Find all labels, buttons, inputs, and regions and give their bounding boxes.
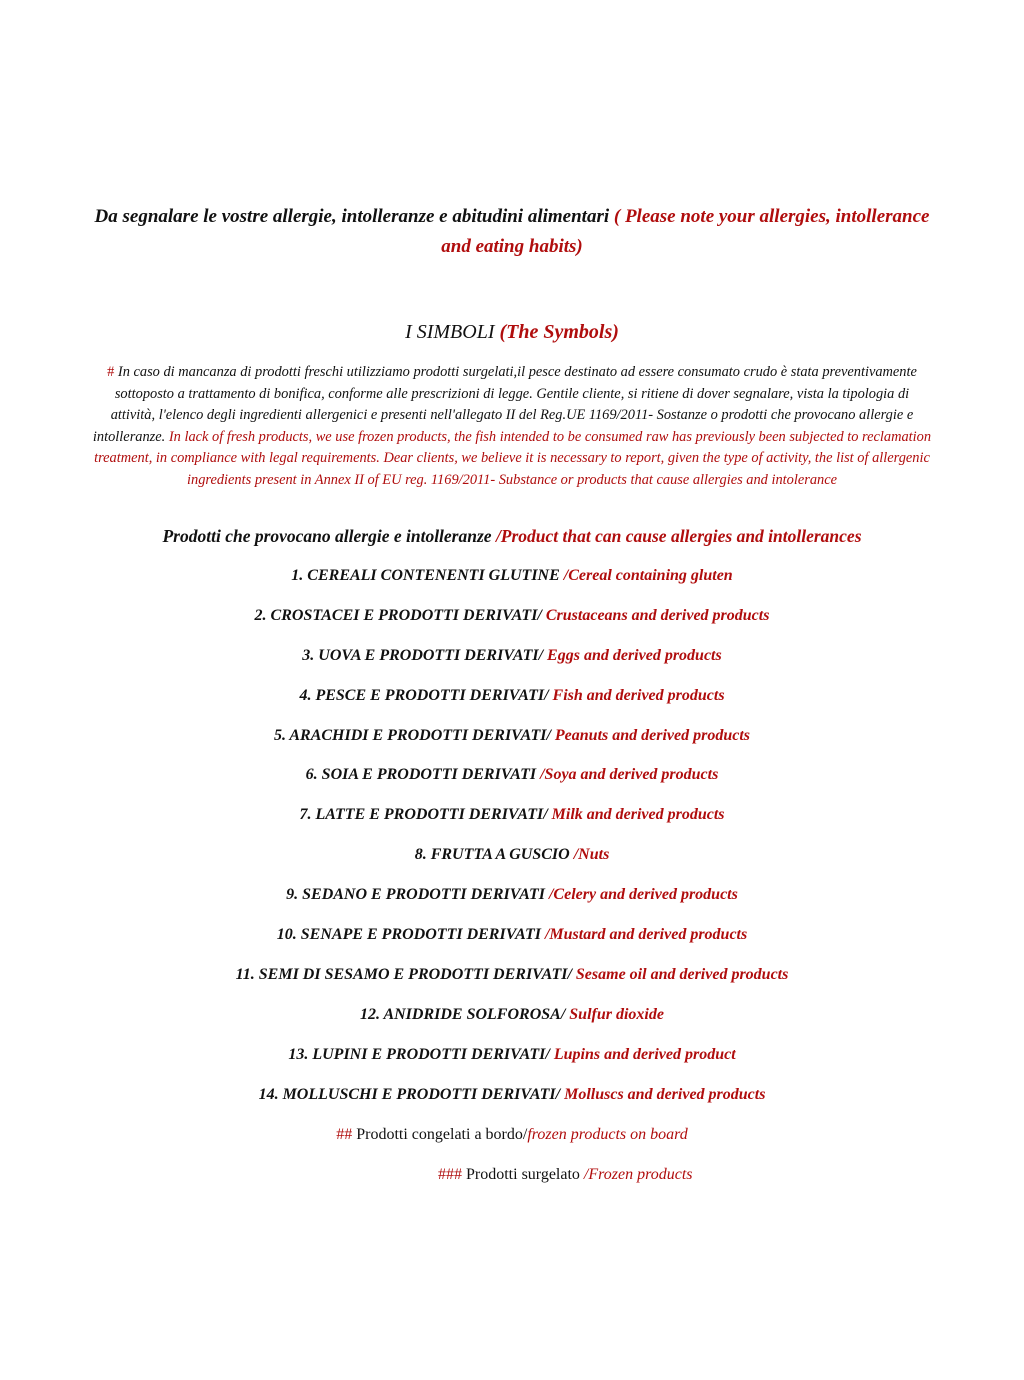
frozen-products-disclaimer [92,362,932,491]
symbols-title [0,318,1024,346]
allergen-italian: 8. FRUTTA A GUSCIO [414,846,570,864]
allergen-item [0,962,1024,1002]
allergen-english: Lupins and derived product [553,1045,736,1063]
allergen-english: Sulfur dioxide [569,1005,664,1023]
allergen-item [0,643,1024,683]
footnote-mark: ## [336,1126,353,1143]
allergens-heading-english: /Product that can cause allergies and intollerances [495,526,862,546]
footnote-italian: Prodotti surgelato [466,1166,580,1183]
allergens-heading [0,523,1024,549]
allergen-english: Fish and derived products [552,686,725,704]
symbols-title-english: (The Symbols) [499,321,619,343]
allergen-italian: 14. MOLLUSCHI E PRODOTTI DERIVATI/ [258,1085,561,1103]
allergen-item [0,802,1024,842]
footnote-italian: Prodotti congelati a bordo/ [356,1126,528,1143]
allergen-italian: 11. SEMI DI SESAMO E PRODOTTI DERIVATI/ [235,965,572,983]
allergen-english: /Cereal containing gluten [563,567,733,584]
allergen-italian: 4. PESCE E PRODOTTI DERIVATI/ [299,686,549,704]
allergen-item [0,723,1024,763]
allergen-italian: 13. LUPINI E PRODOTTI DERIVATI/ [288,1045,550,1063]
allergen-italian: 10. SENAPE E PRODOTTI DERIVATI [276,926,541,944]
allergen-english: /Celery and derived products [548,886,738,904]
allergen-item [0,882,1024,922]
allergen-item [0,1002,1024,1042]
disclaimer-english: In lack of fresh products, we use frozen products, the fish intended to be consumed raw has previously been subjected to reclamation treatment, in compliance with legal requirements. Dear clients, we believe it is necessary to report, given the type of activity, the list of allergenic ingredients present in Annex II of EU reg. 1169/2011- Substance or products that cause allergies and intolerance [94,428,932,488]
disclaimer-mark: # [107,364,115,380]
allergen-item [0,1042,1024,1082]
allergen-english: Eggs and derived products [547,646,722,664]
allergen-english: /Soya and derived products [540,766,719,784]
allergen-italian: 1. CEREALI CONTENENTI GLUTINE [291,567,560,584]
allergen-item [0,1082,1024,1122]
allergen-english: Milk and derived products [551,806,725,824]
allergen-item [0,563,1024,603]
allergen-italian: 12. ANIDRIDE SOLFOROSA/ [360,1005,566,1023]
allergen-english: Peanuts and derived products [554,726,751,744]
allergen-english: Molluscs and derived products [564,1085,766,1103]
footnote-frozen-on-board [0,1122,1024,1148]
allergen-item [0,922,1024,962]
footnote-mark: ### [438,1166,462,1183]
allergen-list [0,563,1024,1121]
symbols-title-italian: I SIMBOLI [405,321,495,343]
allergen-italian: 6. SOIA E PRODOTTI DERIVATI [305,766,537,784]
allergen-italian: 9. SEDANO E PRODOTTI DERIVATI [286,886,545,904]
allergen-item [0,603,1024,643]
allergens-heading-italian: Prodotti che provocano allergie e intolleranze [162,526,492,546]
allergy-notice-italian: Da segnalare le vostre allergie, intolleranze e abitudini alimentari [94,206,610,227]
allergy-notice-english: ( Please note your allergies, intollerance and eating habits) [441,206,930,257]
allergen-italian: 7. LATTE E PRODOTTI DERIVATI/ [299,806,548,824]
allergen-english: Crustaceans and derived products [545,606,770,624]
allergen-english: /Mustard and derived products [544,926,748,944]
disclaimer-italian: In caso di mancanza di prodotti freschi utilizziamo prodotti surgelati,il pesce destinato ad essere consumato crudo è stata preventivamente sottoposto a trattamento di bonifica, conforme alle prescrizioni di legge. Gentile cliente, si ritiene di dover segnalare, vista la tipologia di attività, l'elenco degli ingredienti allergenici e presenti nell'allegato II del Reg.UE 1169/2011- Sostanze o prodotti che provocano allergie e intolleranze. [92,364,917,445]
allergen-italian: 3. UOVA E PRODOTTI DERIVATI/ [302,646,544,664]
allergen-item [0,842,1024,882]
allergy-notice [80,202,944,262]
footnote-english: /Frozen products [583,1166,693,1183]
allergen-italian: 5. ARACHIDI E PRODOTTI DERIVATI/ [273,726,551,744]
allergen-item [0,683,1024,723]
allergen-item [0,762,1024,802]
allergen-italian: 2. CROSTACEI E PRODOTTI DERIVATI/ [254,606,542,624]
footnote-frozen-products [438,1162,693,1188]
allergen-english: /Nuts [573,846,610,864]
allergen-english: Sesame oil and derived products [575,965,789,983]
footnote-english: frozen products on board [527,1126,688,1143]
